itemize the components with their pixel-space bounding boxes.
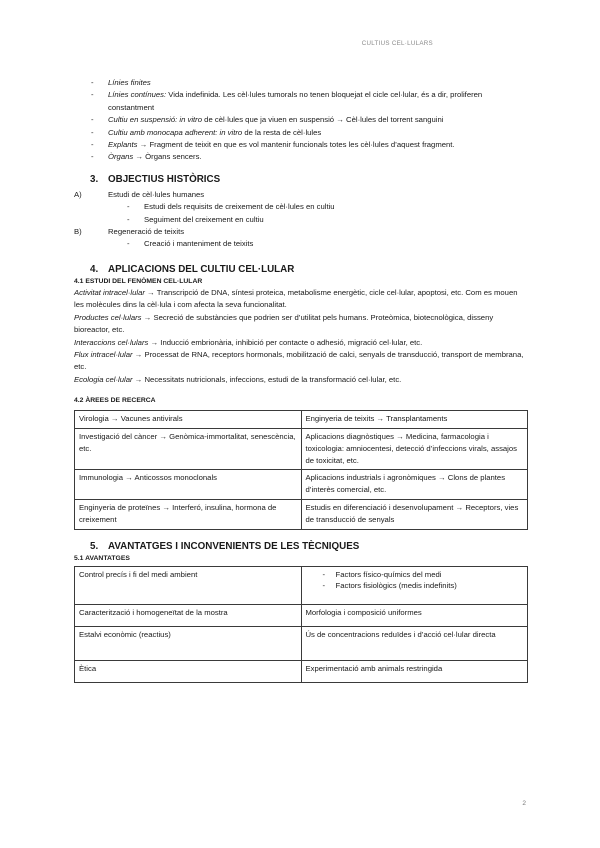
research-areas-table	[74, 410, 528, 529]
table-cell: Ètica	[75, 660, 302, 682]
table-cell: Control precís i fi del medi ambient	[75, 566, 302, 604]
list-item: - Estudi dels requisits de creixement de cèl·lules en cultiu	[127, 202, 335, 212]
list-item: A) Estudi de cèl·lules humanes	[74, 189, 205, 199]
list-item: B) Regeneració de teixits	[74, 227, 185, 237]
subsection-4-1-heading: 4.1 ESTUDI DEL FENÒMEN CEL·LULAR	[74, 277, 203, 285]
table-cell: Immunologia → Anticossos monoclonals	[75, 470, 302, 500]
bullet-text: de la resta de cèl·lules	[242, 127, 322, 137]
list-item: - Línies finites	[91, 78, 151, 87]
bullet-text: → Òrgans sencers.	[133, 152, 202, 162]
list-item: - Cultiu amb monocapa adherent: in vitro de la resta de cèl·lules	[91, 127, 322, 137]
section-4-paragraphs	[74, 287, 528, 386]
section-4-heading: 4. APLICACIONS DEL CULTIU CEL·LULAR	[90, 263, 295, 275]
bullet-term: Cultiu amb monocapa adherent:	[108, 127, 218, 137]
bullet-term: Òrgans	[108, 152, 134, 162]
table-row	[75, 428, 528, 469]
table-row	[75, 411, 528, 429]
list-item: - Òrgans → Òrgans sencers.	[91, 152, 202, 162]
bullet-italic: in vitro	[179, 115, 203, 125]
table-row	[75, 470, 528, 500]
list-item: - Factors físico-químics del medi	[322, 569, 442, 579]
table-cell: Ús de concentracions reduïdes i d’acció cel·lular directa	[301, 626, 528, 660]
bullet-italic: in vitro	[219, 127, 243, 137]
table-cell: Aplicacions industrials i agronòmiques → Clons de plantes d’interès comercial, etc.	[301, 470, 528, 500]
table-cell: Caracterització i homogeneïtat de la mostra	[75, 604, 302, 626]
table-cell: Estalvi econòmic (reactius)	[75, 626, 302, 660]
list-item: - Seguiment del creixement en cultiu	[127, 214, 264, 224]
table-row	[75, 566, 528, 604]
table-cell: Enginyeria de teixits → Transplantaments	[301, 411, 528, 429]
section-5-heading: 5. AVANTATGES I INCONVENIENTS DE LES TÈCNIQUES	[90, 540, 360, 552]
bullet-term: Línies finites	[108, 78, 151, 87]
table-row	[75, 604, 528, 626]
table-row	[75, 626, 528, 660]
table-cell: Experimentació amb animals restringida	[301, 660, 528, 682]
paragraph: Productes cel·lulars → Secreció de substàncies que podrien ser d’utilitat pels humans. Proteòmica, biotecnològica, disseny bioreactor, etc.	[74, 312, 494, 335]
bullet-text: Vida indefinida. Les cèl·lules tumorals no tenen bloquejat el cicle cel·lular, és a dir, proliferen constantment	[108, 90, 483, 112]
table-cell: Estudis en diferenciació i desenvolupament → Receptors, vies de transducció de senyals	[301, 499, 528, 529]
running-header: CULTIUS CEL·LULARS	[361, 40, 433, 47]
table-cell	[301, 566, 528, 604]
subsection-4-2-heading: 4.2 ÀREES DE RECERCA	[74, 397, 156, 405]
bullet-term: Cultiu en suspensió:	[108, 115, 178, 125]
section-3-heading: 3. OBJECTIUS HISTÒRICS	[90, 173, 221, 185]
bullet-term: Explants	[108, 140, 138, 150]
list-item: - Creació i manteniment de teixits	[127, 239, 254, 249]
table-row	[75, 499, 528, 529]
paragraph: Flux intracel·lular → Processat de RNA, receptors hormonals, mobilització de calci, senyals de transducció, transport de membrana, etc.	[74, 349, 524, 372]
bullet-text: de cèl·lules que ja viuen en suspensió → Cèl·lules del torrent sanguini	[202, 115, 444, 125]
list-item: - Factors fisiològics (medis indefinits)	[322, 581, 457, 591]
table-cell: Morfologia i composició uniformes	[301, 604, 528, 626]
table-cell: Virologia → Vacunes antivirals	[75, 411, 302, 429]
subsection-5-1-heading: 5.1 AVANTATGES	[74, 554, 130, 562]
paragraph: Activitat intracel·lular → Transcripció de DNA, síntesi proteica, metabolisme energètic, cicle cel·lular, apoptosi, etc. Com es mouen les molècules dins la cèl·lula i com afecta la seva funcionalitat.	[74, 287, 518, 310]
table-cell: Aplicacions diagnòstiques → Medicina, farmacologia i toxicologia: amniocentesi, detecció d’infeccions virals, assajos de toxicitat, etc.	[301, 428, 528, 469]
advantages-table	[74, 566, 528, 683]
list-item: - Explants → Fragment de teixit en que es vol mantenir funcionals totes les cèl·lules d’aquest fragment.	[91, 140, 455, 150]
table-cell: Enginyeria de proteïnes → Interferó, insulina, hormona de creixement	[75, 499, 302, 529]
list-item: - Línies contínues: Vida indefinida. Les cèl·lules tumorals no tenen bloquejat el cicle cel·lular, és a dir, proliferen constantment	[91, 90, 483, 112]
bullet-term: Línies contínues:	[108, 90, 167, 100]
bullet-text: → Fragment de teixit en que es vol mantenir funcionals totes les cèl·lules d’aquest fragment.	[137, 140, 455, 150]
table-cell: Investigació del càncer → Genòmica-immortalitat, senescència, etc.	[75, 428, 302, 469]
section-3-list	[74, 189, 528, 251]
paragraph: Interaccions cel·lulars → Inducció embrionària, inhibició per contacte o adhesió, migració cel·lular, etc.	[74, 337, 423, 347]
page-content	[74, 77, 528, 683]
list-item: - Cultiu en suspensió: in vitro de cèl·lules que ja viuen en suspensió → Cèl·lules del torrent sanguini	[91, 115, 444, 125]
paragraph: Ecologia cel·lular → Necessitats nutricionals, infeccions, estudi de la transformació cel·lular, etc.	[74, 374, 402, 384]
page-number: 2	[522, 800, 526, 807]
intro-bullet-list	[74, 77, 528, 164]
table-row	[75, 660, 528, 682]
